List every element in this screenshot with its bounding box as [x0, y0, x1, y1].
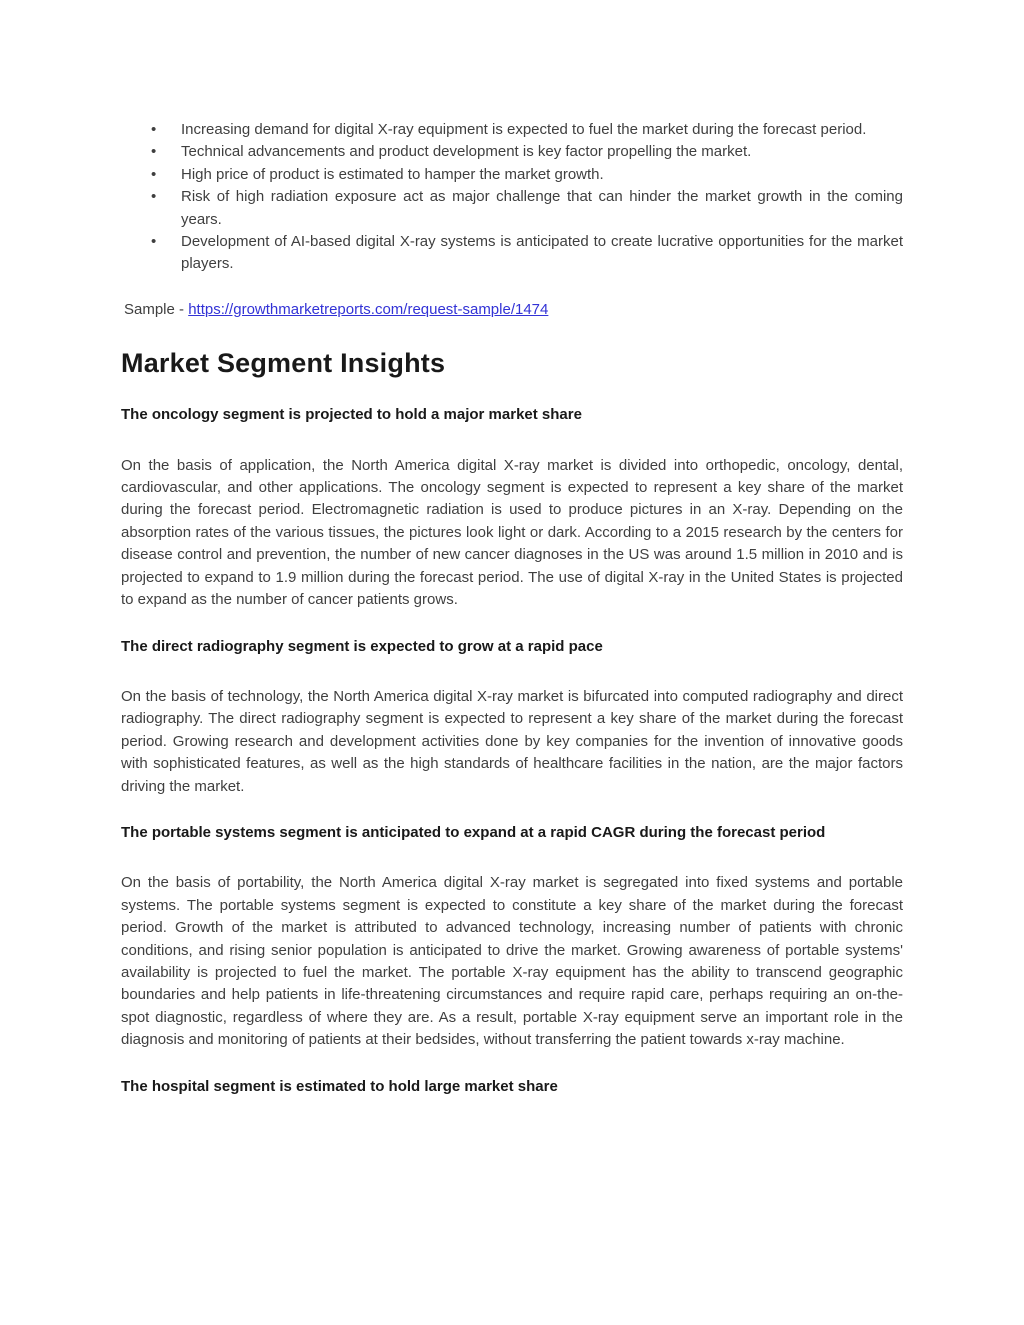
section-portable-systems: [121, 822, 903, 1052]
bullet-item: [121, 141, 903, 163]
bullet-item: [121, 231, 903, 276]
bullet-icon: •: [151, 121, 157, 138]
bullet-text: High price of product is estimated to hamper the market growth.: [181, 165, 604, 183]
bullet-text: Increasing demand for digital X-ray equipment is expected to fuel the market during the forecast period.: [181, 121, 867, 138]
bullet-icon: •: [151, 188, 157, 206]
section-hospital: [121, 1076, 903, 1098]
bullet-icon: •: [151, 143, 157, 161]
key-points-list: [121, 119, 903, 276]
bullet-text: Risk of high radiation exposure act as major challenge that can hinder the market growth in the coming years.: [181, 188, 903, 228]
bullet-item: [121, 164, 903, 186]
bullet-icon: •: [151, 165, 157, 183]
bullet-icon: •: [151, 233, 157, 251]
section-subheading: The portable systems segment is anticipated to expand at a rapid CAGR during the forecast period: [121, 823, 826, 841]
section-subheading: The direct radiography segment is expected to grow at a rapid pace: [121, 637, 603, 655]
bullet-text: Development of AI-based digital X-ray systems is anticipated to create lucrative opportunities for the market players.: [181, 233, 903, 273]
section-body: On the basis of portability, the North America digital X-ray market is segregated into fixed systems and portable systems. The portable systems segment is expected to constitute a key share of the market during the forecast period. Growth of the market is attributed to advanced technology, increasing number of patients with chronic conditions, and rising senior population is anticipated to drive the market. Growing awareness of portable systems' availability is projected to fuel the market. The portable X-ray equipment has the ability to transcend geographic boundaries and help patients in life-threatening circumstances and require rapid care, perhaps requiring an on-the-spot diagnostic, regardless of where they are. As a result, portable X-ray equipment serve an important role in the diagnosis and monitoring of patients at their bedsides, without transferring the patient towards x-ray machine.: [121, 874, 903, 1049]
page-title: Market Segment Insights: [121, 348, 446, 379]
sample-line: [121, 299, 903, 321]
bullet-item: [121, 186, 903, 231]
section-body: On the basis of application, the North America digital X-ray market is divided into orthopedic, oncology, dental, cardiovascular, and other applications. The oncology segment is expected to represent a key share of the market during the forecast period. Electromagnetic radiation is used to produce pictures in an X-ray. Depending on the absorption rates of the various tissues, the pictures look light or dark. According to a 2015 research by the centers for disease control and prevention, the number of new cancer diagnoses in the US was around 1.5 million in 2010 and is projected to expand to 1.9 million during the forecast period. The use of digital X-ray in the United States is projected to expand as the number of cancer patients grows.: [121, 456, 903, 609]
section-oncology: [121, 404, 903, 611]
section-subheading: The oncology segment is projected to hold a major market share: [121, 406, 582, 424]
bullet-item: [121, 119, 903, 141]
section-body: On the basis of technology, the North America digital X-ray market is bifurcated into computed radiography and direct radiography. The direct radiography segment is expected to represent a key share of the market during the forecast period. Growing research and development activities done by key companies for the invention of innovative goods with sophisticated features, as well as the high standards of healthcare facilities in the nation, are the major factors driving the market.: [121, 687, 903, 795]
sample-link[interactable]: https://growthmarketreports.com/request-sample/1474: [188, 300, 549, 318]
section-subheading: The hospital segment is estimated to hold large market share: [121, 1077, 558, 1095]
bullet-text: Technical advancements and product development is key factor propelling the market.: [181, 143, 752, 161]
sample-label: Sample -: [124, 300, 189, 318]
section-direct-radiography: [121, 636, 903, 798]
